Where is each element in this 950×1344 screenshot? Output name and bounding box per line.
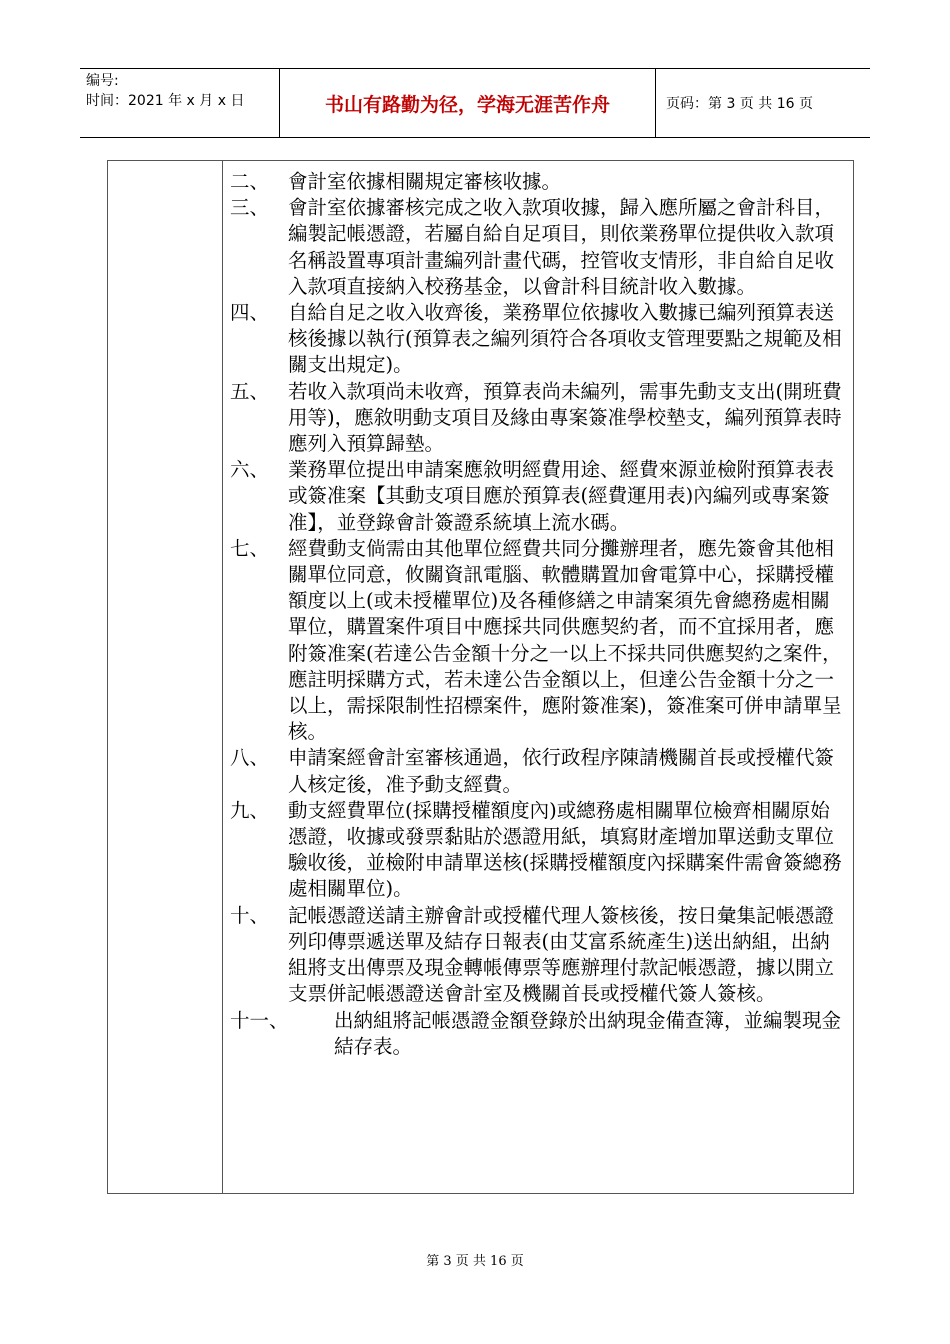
item-text: 若收入款項尚未收齊，預算表尚未編列，需事先動支支出(開班費用等)，應敘明動支項目及緣由專案簽准學校墊支，編列預算表時應列入預算歸墊。 [288, 379, 842, 456]
item-text: 自給自足之收入收齊後，業務單位依據收入數據已編列預算表送核後據以執行(預算表之編列須符合各項收支管理要點之規範及相關支出規定)。 [288, 301, 842, 377]
page-footer: 第 3 页 共 16 页 [426, 1254, 524, 1269]
list-item [230, 536, 845, 746]
item-number: 六、 [230, 458, 270, 482]
list-item [230, 798, 845, 903]
procedure-list [230, 169, 845, 1060]
document-time-label: 时间：2021 年 x 月 x 日 [86, 93, 245, 109]
item-text: 動支經費單位(採購授權額度內)或總務處相關單位檢齊相關原始憑證，收據或發票黏貼於憑證用紙，填寫財產增加單送動支單位驗收後，並檢附申請單送核(採購授權額度內採購案件需會簽總務處相關單位)。 [288, 798, 842, 901]
item-number: 二、 [230, 170, 270, 193]
list-item [230, 457, 845, 536]
list-item [230, 903, 845, 1008]
list-item [230, 379, 845, 458]
item-text: 出納組將記帳憑證金額登錄於出納現金備查簿，並編製現金結存表。 [334, 1008, 842, 1058]
item-number: 七、 [230, 536, 270, 560]
item-number: 十、 [230, 903, 270, 927]
document-number-label: 编号: [86, 73, 119, 89]
item-number: 五、 [230, 379, 270, 403]
item-text: 會計室依據相關規定審核收據。 [288, 170, 562, 193]
list-item [230, 195, 845, 300]
item-text: 會計室依據審核完成之收入款項收據，歸入應所屬之會計科目，編製記帳憑證，若屬自給自足項目，則依業務單位提供收入款項名稱設置專項計畫編列計畫代碼，控管收支情形，非自給自足收入款項直接納入校務基金，以會計科目統計收入數據。 [288, 196, 835, 298]
content-table [107, 160, 854, 1194]
item-number: 九、 [230, 798, 270, 822]
list-item [230, 745, 845, 797]
header-meta [80, 69, 280, 137]
item-number: 十一、 [230, 1008, 289, 1032]
item-text: 經費動支倘需由其他單位經費共同分攤辦理者，應先簽會其他相關單位同意，攸關資訊電腦、軟體購置加會電算中心，採購授權額度以上(或未授權單位)及各種修繕之申請案須先會總務處相關單位，購置案件項目中應採共同供應契約者，而不宜採用者，應附簽准案(若達公告金額十分之一以上不採共同供應契約之案件，應註明採購方式，若未達公告金額以上，但達公告金額十分之一以上，需採限制性招標案件，應附簽准案)，簽准案可併申請單呈核。 [288, 536, 842, 744]
list-item [230, 169, 845, 195]
list-item [230, 300, 845, 379]
header-motto: 书山有路勤为径，学海无涯苦作舟 [280, 69, 656, 137]
list-item [230, 1008, 845, 1060]
page-header [80, 68, 870, 138]
item-text: 記帳憑證送請主辦會計或授權代理人簽核後，按日彙集記帳憑證列印傳票遞送單及結存日報表(由艾富系統產生)送出納組，出納組將支出傳票及現金轉帳傳票等應辦理付款記帳憑證，據以開立支票併記帳憑證送會計室及機關首長或授權代簽人簽核。 [288, 903, 835, 1006]
item-number: 四、 [230, 301, 270, 325]
header-page-code: 页码：第 3 页 共 16 页 [666, 96, 813, 112]
item-number: 八、 [230, 746, 270, 770]
table-column-divider [222, 161, 223, 1193]
item-text: 申請案經會計室審核通過，依行政程序陳請機關首長或授權代簽人核定後，准予動支經費。 [288, 746, 835, 796]
item-text: 業務單位提出申請案應敘明經費用途、經費來源並檢附預算表表或簽准案【其動支項目應於預算表(經費運用表)內編列或專案簽准】，並登錄會計簽證系統填上流水碼。 [288, 458, 835, 534]
item-number: 三、 [230, 196, 270, 220]
